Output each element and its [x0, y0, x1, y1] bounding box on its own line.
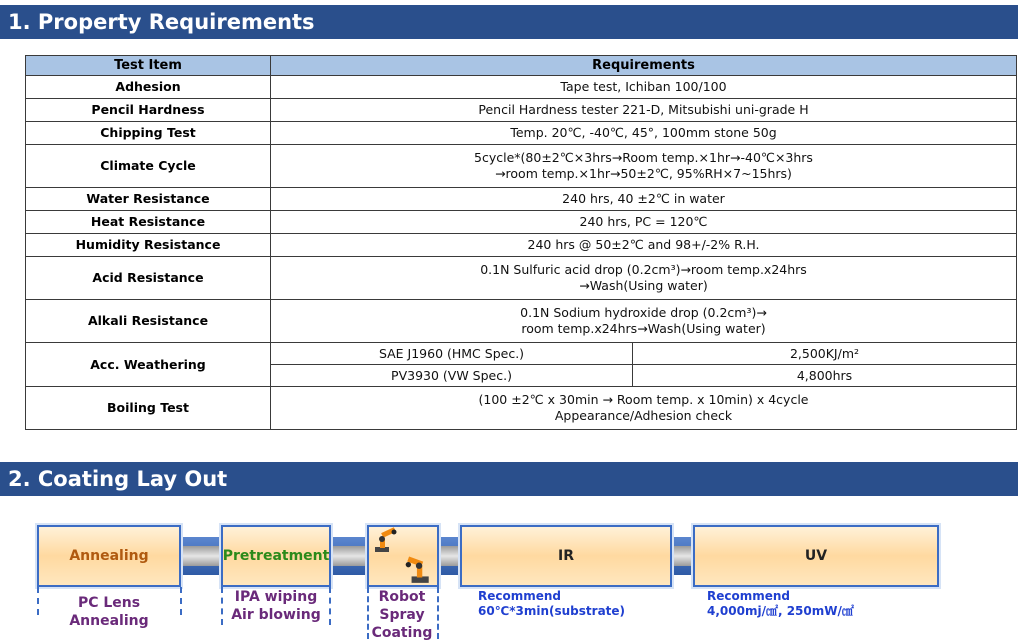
requirement: Temp. 20℃, -40℃, 45°, 100mm stone 50g [271, 122, 1017, 145]
bracket-line [437, 587, 439, 639]
weathering-value: 4,800hrs [633, 365, 1017, 387]
bracket-line [221, 587, 223, 625]
table-row [26, 188, 1017, 211]
test-item: Chipping Test [26, 122, 271, 145]
weathering-value: 2,500KJ/m² [633, 343, 1017, 365]
property-requirements-table [25, 55, 1017, 430]
requirement-line: room temp.x24hrs→Wash(Using water) [521, 321, 766, 336]
note-uv [707, 589, 937, 619]
note-annealing: PC Lens Annealing [69, 595, 149, 629]
test-item: Heat Resistance [26, 211, 271, 234]
requirement-line: Appearance/Adhesion check [554, 408, 733, 423]
spray-robot-icon [372, 527, 400, 555]
header-requirements: Requirements [271, 56, 1017, 76]
requirement-line: 0.1N Sulfuric acid drop (0.2cm³)→room temp.x24hrs [480, 262, 807, 277]
requirement: Pencil Hardness tester 221-D, Mitsubishi uni-grade H [271, 99, 1017, 122]
section-title-coating: 2. Coating Lay Out [0, 462, 1018, 496]
test-item: Adhesion [26, 76, 271, 99]
table-row [26, 211, 1017, 234]
requirement-line: →Wash(Using water) [579, 278, 708, 293]
requirement-line: 0.1N Sodium hydroxide drop (0.2cm³)→ [520, 305, 767, 320]
requirement-line: 5cycle*(80±2℃×3hrs→Room temp.×1hr→-40℃×3hrs [474, 150, 813, 165]
test-item: Water Resistance [26, 188, 271, 211]
stage-label: Pretreatment [222, 548, 330, 564]
requirement: 240 hrs @ 50±2℃ and 98+/-2% R.H. [271, 234, 1017, 257]
weathering-spec: PV3930 (VW Spec.) [271, 365, 633, 387]
stage-label: Annealing [69, 548, 149, 564]
connector [180, 546, 222, 566]
note-line: Recommend [707, 589, 791, 603]
table-row [26, 76, 1017, 99]
stage-label: UV [804, 548, 828, 564]
test-item: Acc. Weathering [26, 343, 271, 387]
test-item: Acid Resistance [26, 257, 271, 300]
requirement: 240 hrs, 40 ±2℃ in water [271, 188, 1017, 211]
stage-label: IR [558, 548, 574, 564]
bracket-line [37, 587, 39, 615]
note-line: 4,000mj/㎠, 250mW/㎠ [707, 604, 854, 618]
note-line: Air blowing [231, 607, 321, 623]
stage-uv [693, 525, 939, 587]
table-row [26, 300, 1017, 343]
requirement [271, 300, 1017, 343]
requirement-line: (100 ±2℃ x 30min → Room temp. x 10min) x 4cycle [478, 392, 809, 407]
bracket-line [180, 587, 182, 615]
table-row [26, 234, 1017, 257]
requirement [271, 257, 1017, 300]
connector [330, 546, 368, 566]
note-line: Coating [371, 625, 433, 641]
table-row [26, 257, 1017, 300]
requirement-line: →room temp.×1hr→50±2℃, 95%RH×7~15hrs) [495, 166, 792, 181]
spray-robot-icon [403, 555, 433, 585]
section-title-property: 1. Property Requirements [0, 5, 1018, 39]
test-item: Alkali Resistance [26, 300, 271, 343]
test-item: Boiling Test [26, 387, 271, 430]
requirement [271, 145, 1017, 188]
stage-annealing [37, 525, 181, 587]
table-row [26, 387, 1017, 430]
test-item: Climate Cycle [26, 145, 271, 188]
connector [671, 546, 693, 566]
table-row [26, 122, 1017, 145]
note-pretreatment [224, 588, 328, 624]
weathering-spec: SAE J1960 (HMC Spec.) [271, 343, 633, 365]
note-line: Spray [379, 607, 425, 623]
note-line: IPA wiping [234, 589, 318, 605]
stage-ir [460, 525, 672, 587]
stage-pretreatment [221, 525, 331, 587]
note-line: Robot [378, 589, 426, 605]
table-row [26, 99, 1017, 122]
requirement: 240 hrs, PC = 120℃ [271, 211, 1017, 234]
test-item: Humidity Resistance [26, 234, 271, 257]
requirement: Tape test, Ichiban 100/100 [271, 76, 1017, 99]
header-test-item: Test Item [26, 56, 271, 76]
bracket-line [329, 587, 331, 625]
requirement [271, 387, 1017, 430]
note-line: 60℃*3min(substrate) [478, 604, 626, 618]
table-row [26, 343, 1017, 365]
note-robot [368, 588, 436, 642]
table-row [26, 145, 1017, 188]
connector [438, 546, 460, 566]
note-line: Recommend [478, 589, 562, 603]
stage-robot-spray [367, 525, 439, 587]
test-item: Pencil Hardness [26, 99, 271, 122]
note-ir [478, 589, 668, 619]
